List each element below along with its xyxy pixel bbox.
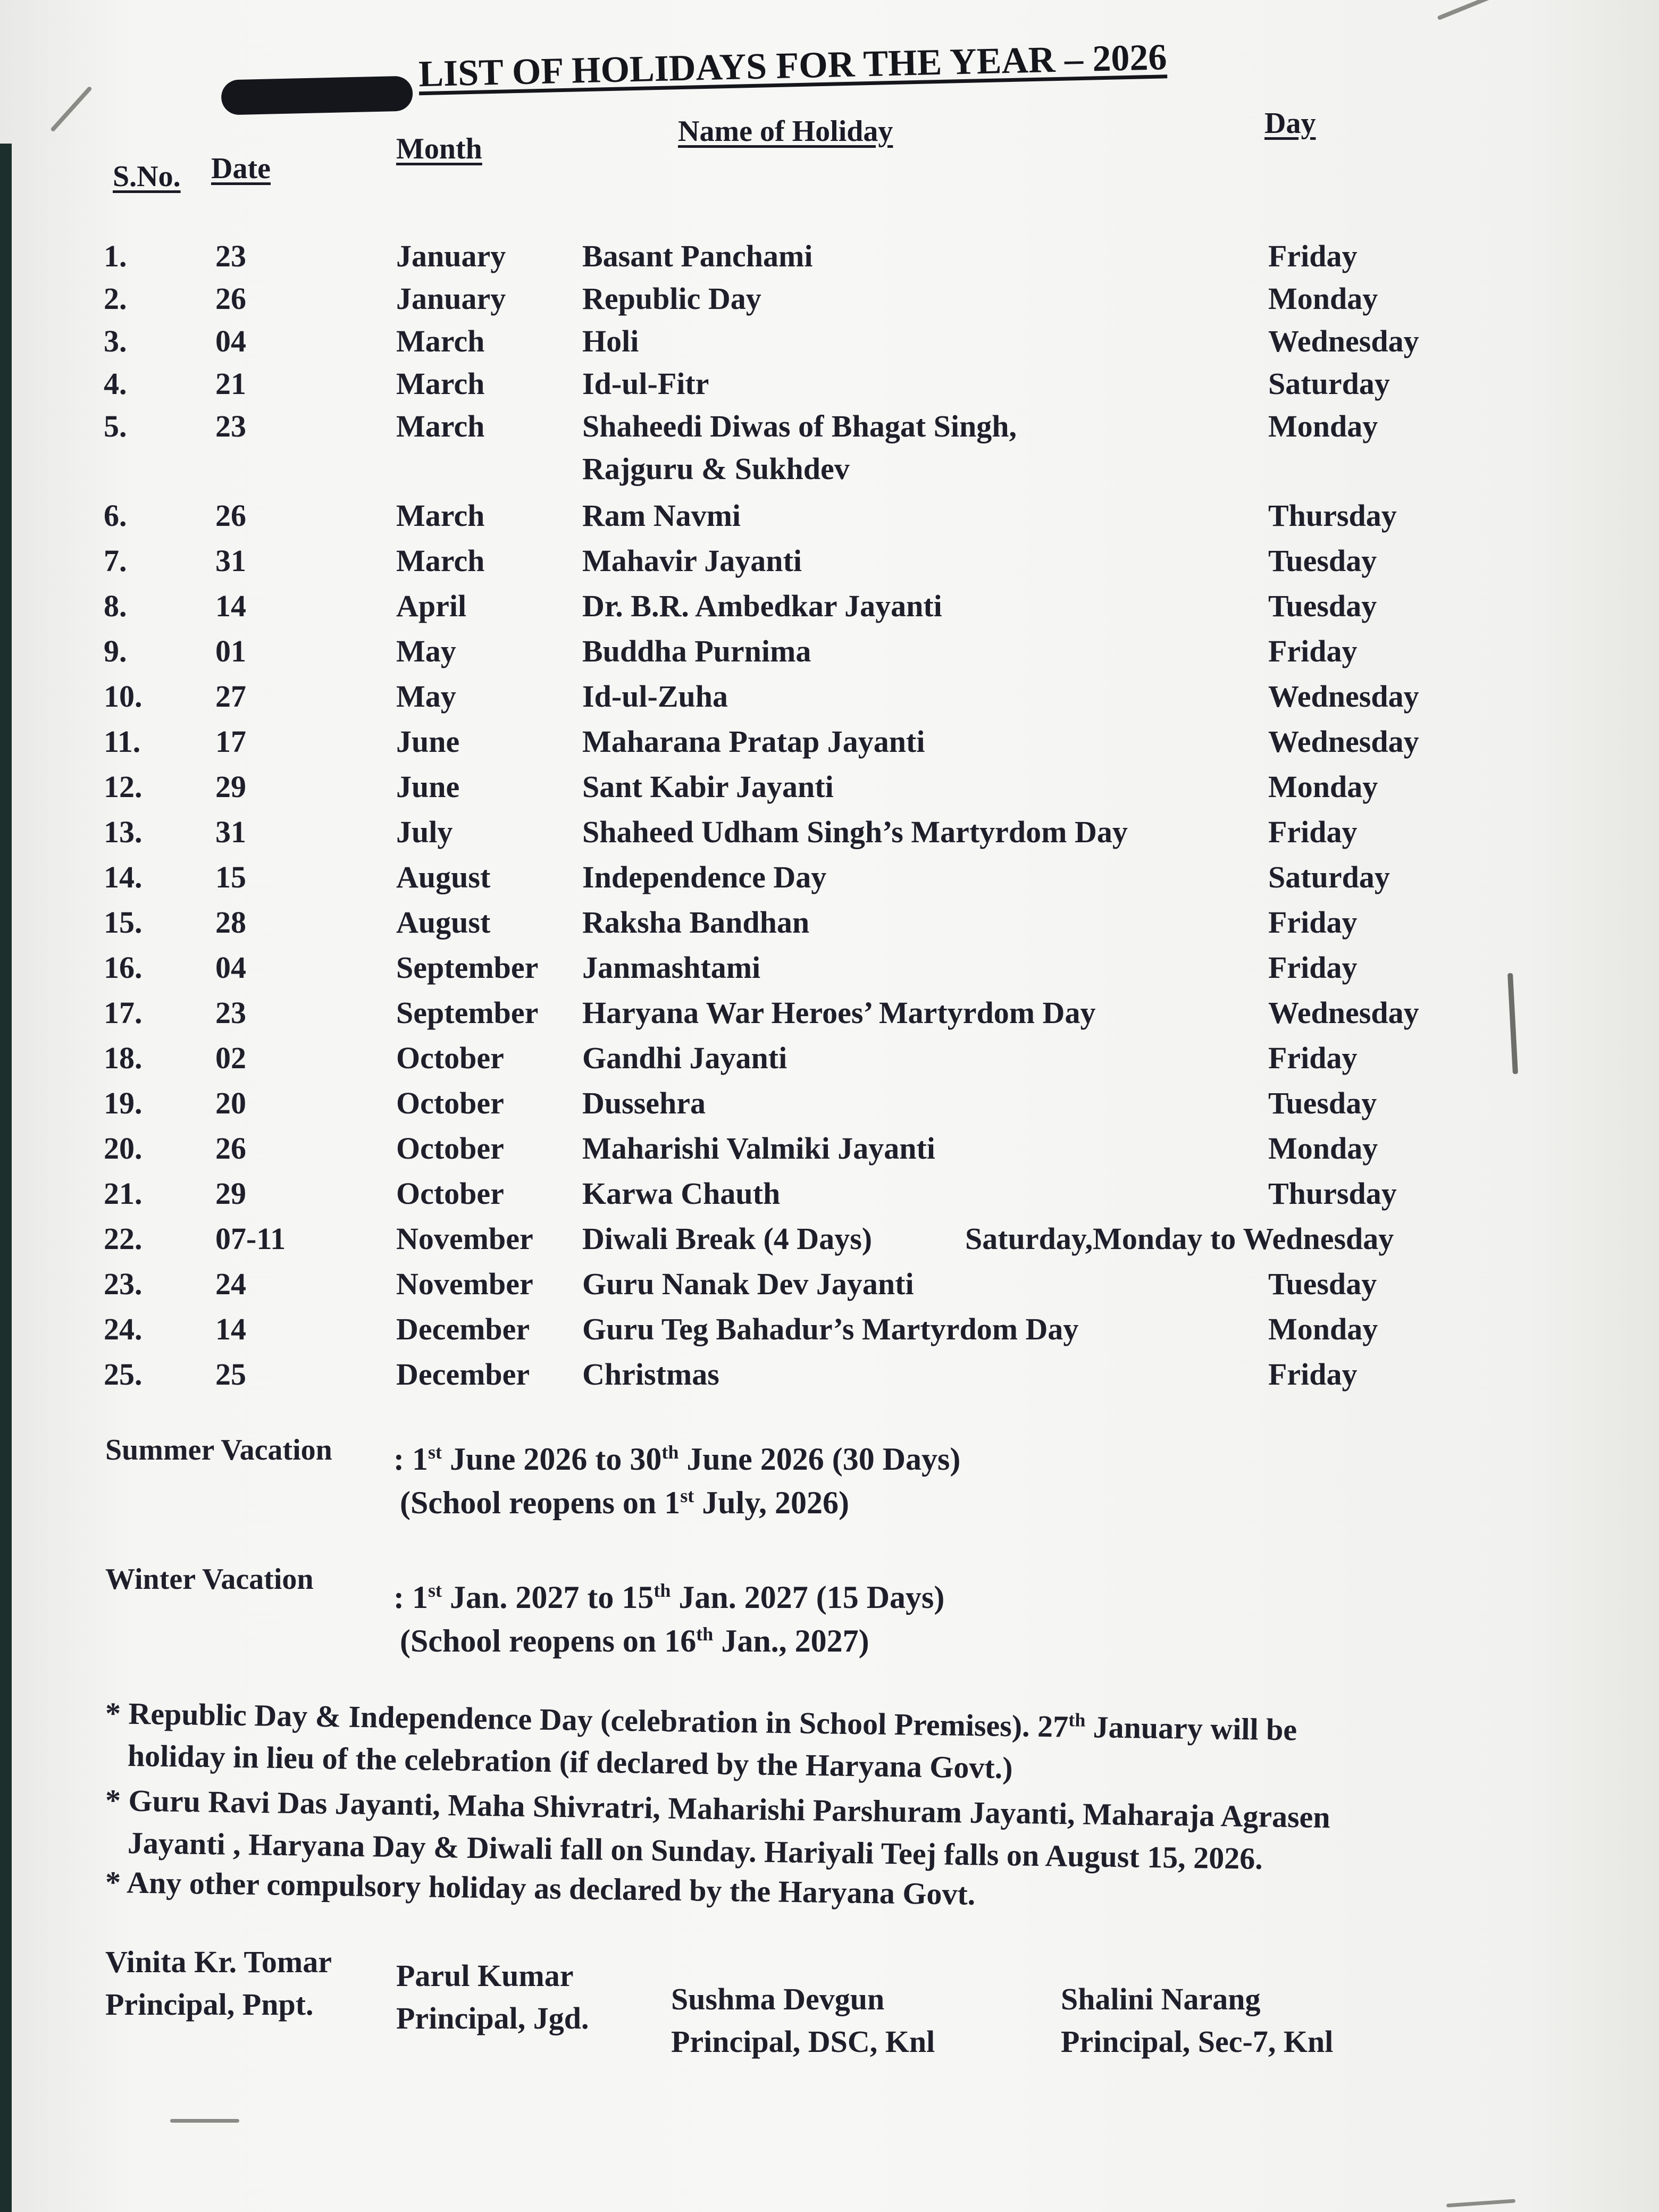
signatory [671, 1978, 935, 2063]
cell-name: Dussehra [582, 1086, 706, 1120]
cell-month: October [396, 1086, 504, 1120]
cell-month: September [396, 950, 539, 985]
cell-month: October [396, 1176, 504, 1211]
cell-date: 23 [215, 995, 246, 1030]
cell-date: 28 [215, 905, 246, 940]
cell-day: Saturday [1268, 860, 1390, 894]
cell-month: October [396, 1041, 504, 1075]
cell-sno: 23. [104, 1267, 143, 1301]
table-row [0, 1356, 1659, 1399]
cell-sno: 19. [104, 1086, 143, 1120]
signatory-name: Sushma Devgun [671, 1982, 885, 2016]
table-row [0, 769, 1659, 811]
cell-sno: 21. [104, 1176, 143, 1211]
cell-month: August [396, 860, 491, 894]
cell-name: Holi [582, 324, 639, 358]
winter-vacation-label: Winter Vacation [105, 1563, 314, 1596]
cell-month: July [396, 815, 453, 849]
note-1-line-1: * Republic Day & Independence Day (celebration in School Premises). 27th January will be [105, 1696, 1297, 1747]
cell-day: Saturday,Monday to Wednesday [965, 1221, 1394, 1256]
cell-sno: 12. [104, 769, 143, 804]
cell-date: 26 [215, 281, 246, 316]
cell-date: 14 [215, 589, 246, 623]
cell-month: December [396, 1357, 530, 1392]
cell-date: 29 [215, 769, 246, 804]
table-row [0, 995, 1659, 1037]
cell-day: Tuesday [1268, 1086, 1377, 1120]
cell-name: Raksha Bandhan [582, 905, 810, 940]
cell-day: Monday [1268, 1312, 1378, 1346]
cell-day: Friday [1268, 1041, 1358, 1075]
note-3-line-1: * Any other compulsory holiday as declared by the Haryana Govt. [105, 1865, 976, 1912]
cell-day: Tuesday [1268, 589, 1377, 623]
cell-day: Wednesday [1268, 724, 1419, 759]
signatory-name: Parul Kumar [396, 1958, 574, 1993]
cell-month: April [396, 589, 467, 623]
cell-date: 25 [215, 1357, 246, 1392]
cell-date: 29 [215, 1176, 246, 1211]
cell-name: Gandhi Jayanti [582, 1041, 787, 1075]
cell-name: Dr. B.R. Ambedkar Jayanti [582, 589, 942, 623]
note-2-line-2: Jayanti , Haryana Day & Diwali fall on Sunday. Hariyali Teej falls on August 15, 2026. [127, 1825, 1263, 1876]
header-date: Date [211, 152, 271, 185]
cell-month: December [396, 1312, 530, 1346]
pen-mark [50, 86, 93, 132]
cell-sno: 5. [104, 409, 127, 443]
cell-date: 27 [215, 679, 246, 714]
cell-date: 07-11 [215, 1221, 286, 1256]
cell-sno: 15. [104, 905, 143, 940]
cell-day: Monday [1268, 769, 1378, 804]
summer-vacation-reopen: (School reopens on 1st July, 2026) [400, 1485, 850, 1520]
table-row [0, 1130, 1659, 1173]
cell-month: November [396, 1267, 533, 1301]
cell-month: August [396, 905, 491, 940]
table-row [0, 238, 1659, 281]
cell-month: January [396, 239, 506, 273]
cell-day: Friday [1268, 815, 1358, 849]
table-row-continuation [0, 451, 1659, 493]
table-row [0, 1266, 1659, 1309]
cell-sno: 22. [104, 1221, 143, 1256]
cell-date: 21 [215, 366, 246, 401]
table-row [0, 1221, 1659, 1263]
cell-date: 01 [215, 634, 246, 668]
header-name: Name of Holiday [678, 115, 893, 148]
table-row [0, 588, 1659, 631]
cell-sno: 11. [104, 724, 141, 759]
signatory-name: Vinita Kr. Tomar [105, 1945, 332, 1979]
cell-date: 15 [215, 860, 246, 894]
cell-name: Basant Panchami [582, 239, 813, 273]
cell-date: 23 [215, 239, 246, 273]
cell-sno: 1. [104, 239, 127, 273]
signatory [1061, 1978, 1333, 2063]
cell-name: Karwa Chauth [582, 1176, 781, 1211]
staple-mark [1437, 0, 1493, 20]
cell-day: Wednesday [1268, 995, 1419, 1030]
cell-day: Friday [1268, 634, 1358, 668]
cell-sno: 7. [104, 543, 127, 578]
table-row [0, 1040, 1659, 1083]
cell-day: Thursday [1268, 498, 1397, 533]
cell-name: Republic Day [582, 281, 761, 316]
cell-month: March [396, 498, 485, 533]
cell-day: Wednesday [1268, 324, 1419, 358]
cell-day: Thursday [1268, 1176, 1397, 1211]
cell-sno: 13. [104, 815, 143, 849]
cell-day: Friday [1268, 1357, 1358, 1392]
table-row [0, 678, 1659, 721]
cell-sno: 25. [104, 1357, 143, 1392]
cell-sno: 24. [104, 1312, 143, 1346]
cell-sno: 6. [104, 498, 127, 533]
title-block [220, 15, 1189, 112]
summer-vacation-dates: : 1st June 2026 to 30th June 2026 (30 Days) [393, 1442, 961, 1477]
cell-day: Monday [1268, 281, 1378, 316]
cell-month: November [396, 1221, 533, 1256]
cell-sno: 4. [104, 366, 127, 401]
table-row [0, 950, 1659, 992]
header-sno: S.No. [113, 160, 181, 193]
cell-sno: 10. [104, 679, 143, 714]
cell-name: Maharishi Valmiki Jayanti [582, 1131, 935, 1166]
cell-date: 04 [215, 950, 246, 985]
table-row [0, 1311, 1659, 1354]
cell-sno: 9. [104, 634, 127, 668]
table-row [0, 366, 1659, 408]
cell-day: Monday [1268, 1131, 1378, 1166]
signatory [105, 1941, 332, 2026]
table-row [0, 498, 1659, 540]
cell-day: Tuesday [1268, 543, 1377, 578]
cell-month: March [396, 366, 485, 401]
redacted-word [221, 76, 413, 115]
cell-sno: 17. [104, 995, 143, 1030]
cell-date: 26 [215, 498, 246, 533]
cell-month: March [396, 543, 485, 578]
table-row [0, 281, 1659, 323]
cell-date: 24 [215, 1267, 246, 1301]
cell-date: 14 [215, 1312, 246, 1346]
signatory-title: Principal, Sec-7, Knl [1061, 2024, 1334, 2059]
cell-name: Shaheedi Diwas of Bhagat Singh, [582, 409, 1017, 443]
cell-day: Saturday [1268, 366, 1390, 401]
cell-date: 31 [215, 543, 246, 578]
table-row [0, 814, 1659, 857]
signatory [396, 1955, 589, 2040]
cell-name: Diwali Break (4 Days) [582, 1221, 873, 1256]
table-row [0, 1085, 1659, 1128]
table-row [0, 543, 1659, 585]
cell-date: 26 [215, 1131, 246, 1166]
cell-month: June [396, 769, 460, 804]
cell-date: 17 [215, 724, 246, 759]
cell-month: May [396, 634, 456, 668]
signatory-title: Principal, Jgd. [396, 2001, 589, 2035]
cell-name: Mahavir Jayanti [582, 543, 802, 578]
cell-name: Christmas [582, 1357, 719, 1392]
cell-name: Independence Day [582, 860, 827, 894]
cell-sno: 8. [104, 589, 127, 623]
table-row [0, 724, 1659, 766]
cell-date: 04 [215, 324, 246, 358]
header-day: Day [1264, 107, 1316, 140]
page-title: LIST OF HOLIDAYS FOR THE YEAR – 2026 [418, 37, 1168, 95]
cell-day: Friday [1268, 239, 1358, 273]
signatory-name: Shalini Narang [1061, 1982, 1261, 2016]
cell-name: Sant Kabir Jayanti [582, 769, 834, 804]
signatory-title: Principal, Pnpt. [105, 1987, 314, 2022]
cell-name-line2: Rajguru & Sukhdev [582, 451, 850, 486]
cell-sno: 3. [104, 324, 127, 358]
staple-mark [1446, 2199, 1515, 2207]
cell-month: October [396, 1131, 504, 1166]
cell-sno: 20. [104, 1131, 143, 1166]
staple-mark [170, 2119, 239, 2123]
cell-month: March [396, 409, 485, 443]
cell-name: Shaheed Udham Singh’s Martyrdom Day [582, 815, 1128, 849]
cell-day: Wednesday [1268, 679, 1419, 714]
cell-name: Ram Navmi [582, 498, 741, 533]
cell-date: 02 [215, 1041, 246, 1075]
table-row [0, 859, 1659, 902]
cell-date: 20 [215, 1086, 246, 1120]
table-row [0, 633, 1659, 676]
note-1-line-2: holiday in lieu of the celebration (if declared by the Haryana Govt.) [127, 1738, 1013, 1786]
winter-vacation-reopen: (School reopens on 16th Jan., 2027) [400, 1623, 869, 1658]
cell-name: Buddha Purnima [582, 634, 811, 668]
cell-month: January [396, 281, 506, 316]
cell-name: Maharana Pratap Jayanti [582, 724, 925, 759]
cell-name: Guru Teg Bahadur’s Martyrdom Day [582, 1312, 1079, 1346]
cell-month: September [396, 995, 539, 1030]
table-row [0, 408, 1659, 451]
cell-name: Janmashtami [582, 950, 761, 985]
table-row [0, 904, 1659, 947]
cell-sno: 2. [104, 281, 127, 316]
cell-month: June [396, 724, 460, 759]
cell-name: Id-ul-Zuha [582, 679, 728, 714]
cell-day: Friday [1268, 950, 1358, 985]
cell-sno: 14. [104, 860, 143, 894]
cell-day: Tuesday [1268, 1267, 1377, 1301]
cell-sno: 18. [104, 1041, 143, 1075]
note-2-line-1: * Guru Ravi Das Jayanti, Maha Shivratri, Maharishi Parshuram Jayanti, Maharaja Agrasen [105, 1783, 1331, 1835]
cell-date: 23 [215, 409, 246, 443]
table-row [0, 323, 1659, 366]
summer-vacation-label: Summer Vacation [105, 1434, 332, 1467]
header-month: Month [396, 132, 482, 165]
cell-day: Monday [1268, 409, 1378, 443]
cell-name: Id-ul-Fitr [582, 366, 709, 401]
cell-name: Haryana War Heroes’ Martyrdom Day [582, 995, 1096, 1030]
winter-vacation-dates: : 1st Jan. 2027 to 15th Jan. 2027 (15 Days) [393, 1580, 945, 1615]
cell-date: 31 [215, 815, 246, 849]
cell-month: March [396, 324, 485, 358]
cell-day: Friday [1268, 905, 1358, 940]
table-row [0, 1176, 1659, 1218]
cell-sno: 16. [104, 950, 143, 985]
cell-month: May [396, 679, 456, 714]
signatory-title: Principal, DSC, Knl [671, 2024, 935, 2059]
cell-name: Guru Nanak Dev Jayanti [582, 1267, 914, 1301]
